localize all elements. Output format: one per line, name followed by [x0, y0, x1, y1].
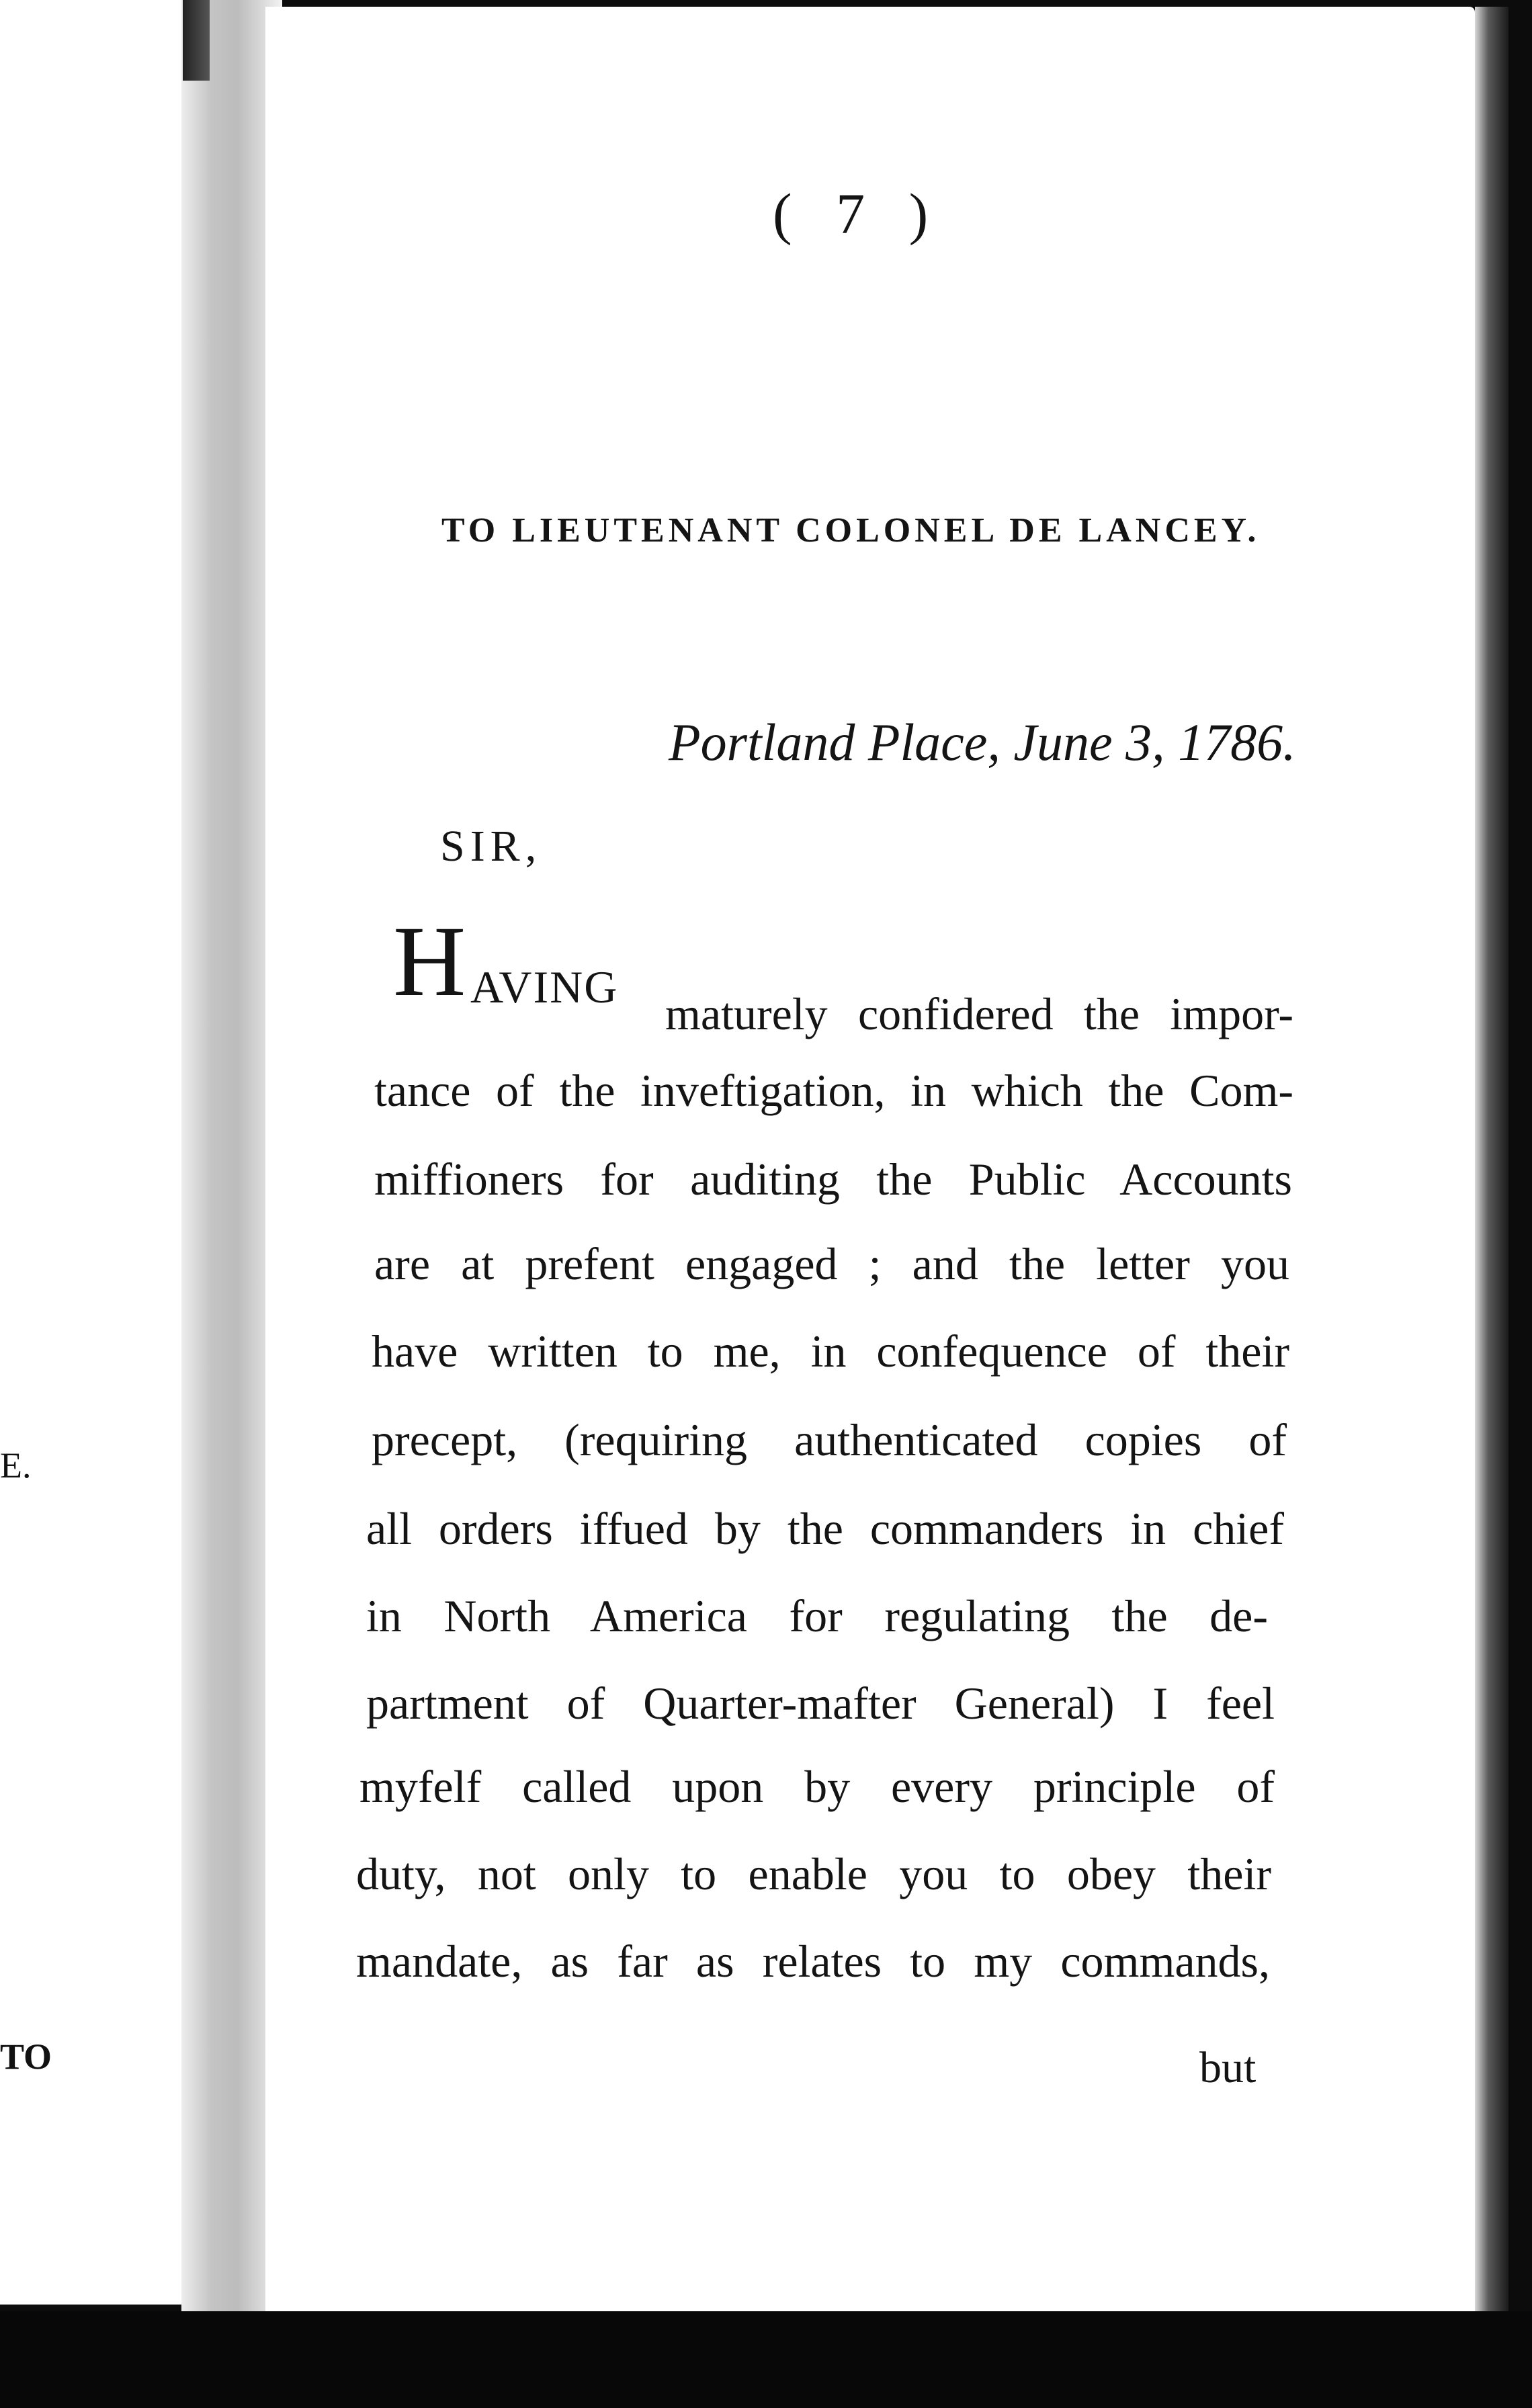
body-line: have written to me, in confequence of their	[372, 1326, 1289, 1377]
dateline: Portland Place, June 3, 1786.	[669, 713, 1296, 771]
body-line: precept, (requiring authenticated copies of	[372, 1414, 1287, 1465]
body-line: all orders iffued by the commanders in chief	[366, 1503, 1284, 1554]
page-edge-shadow	[1475, 7, 1508, 2318]
body-line: are at prefent engaged ; and the letter you	[374, 1238, 1289, 1289]
page-number: ( 7 )	[773, 181, 943, 246]
body-line: tance of the inveftigation, in which the Com-	[374, 1065, 1293, 1116]
body-line: myfelf called upon by every principle of	[359, 1761, 1275, 1812]
body-line: partment of Quarter-mafter General) I feel	[366, 1678, 1275, 1729]
salutation: SIR,	[440, 822, 542, 871]
previous-page-fragment: TO	[0, 2036, 52, 2077]
scan-background	[0, 2311, 1532, 2408]
body-line: duty, not only to enable you to obey their	[356, 1848, 1271, 1899]
opening-small-caps: AVING	[470, 961, 619, 1013]
body-line: in North America for regulating the de-	[366, 1590, 1268, 1641]
previous-page-fragment: E.	[0, 1445, 32, 1486]
drop-cap: H	[393, 906, 466, 1017]
catchword: but	[1199, 2043, 1257, 2092]
body-line: mandate, as far as relates to my commands,	[356, 1936, 1270, 1987]
letter-heading: TO LIEUTENANT COLONEL DE LANCEY.	[441, 511, 1261, 550]
gutter-shadow	[183, 0, 210, 81]
body-line: miffioners for auditing the Public Accounts	[374, 1154, 1292, 1205]
body-line: maturely confidered the impor-	[665, 988, 1293, 1039]
